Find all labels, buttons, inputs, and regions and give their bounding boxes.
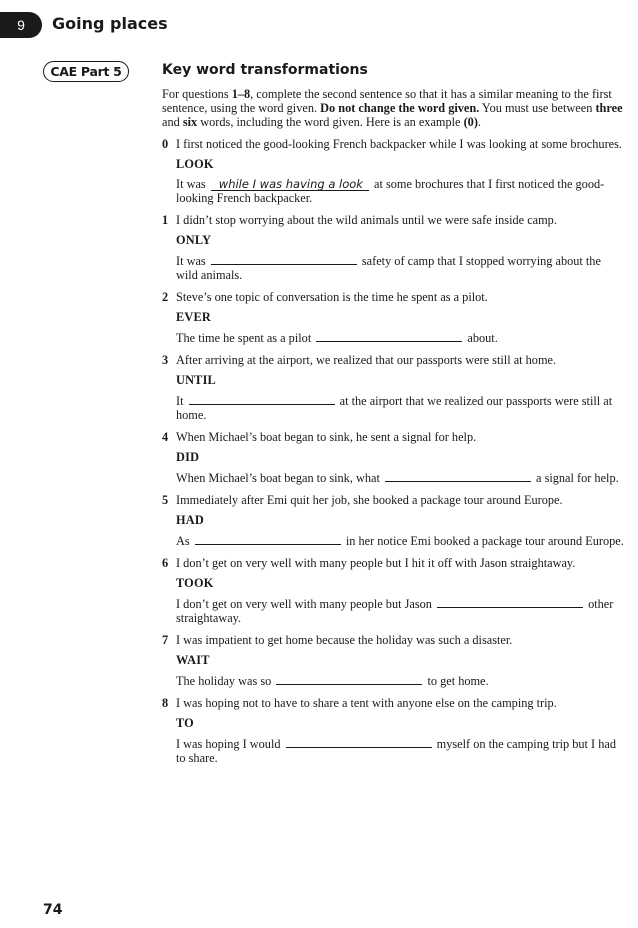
key-word: HAD: [176, 513, 204, 527]
answer-blank[interactable]: [195, 533, 341, 545]
question-sentence: When Michael’s boat began to sink, he sent a signal for help.: [176, 430, 477, 444]
answer-sentence: [176, 470, 624, 485]
question-sentence: I didn’t stop worrying about the wild animals until we were safe inside camp.: [176, 213, 557, 227]
answer-blank[interactable]: [189, 393, 335, 405]
answer-start: I don’t get on very well with many people but Jason: [176, 597, 432, 611]
question-4: [162, 430, 624, 485]
answer-end: safety of camp that I stopped worrying about the wild animals.: [176, 254, 601, 282]
instructions-example-ref: (0): [463, 115, 478, 129]
answer-start: The time he spent as a pilot: [176, 331, 312, 345]
answer-start: I was hoping I would: [176, 737, 281, 751]
answer-start: The holiday was so: [176, 674, 272, 688]
answer-blank[interactable]: [276, 673, 422, 685]
answer-sentence: [176, 673, 624, 688]
exercise-content: [162, 87, 624, 765]
answer-blank[interactable]: [286, 736, 432, 748]
exam-part-badge: [43, 61, 129, 82]
answer-blank[interactable]: [385, 470, 531, 482]
instructions: [162, 87, 624, 129]
example-answer: while I was having a look: [211, 178, 369, 191]
question-number: 7: [162, 633, 169, 647]
answer-sentence: [176, 393, 624, 422]
question-sentence: I was hoping not to have to share a tent with anyone else on the camping trip.: [176, 696, 557, 710]
question-5: [162, 493, 624, 548]
key-word: EVER: [176, 310, 211, 324]
question-sentence: I was impatient to get home because the holiday was such a disaster.: [176, 633, 513, 647]
question-sentence: I first noticed the good-looking French backpacker while I was looking at some brochures.: [176, 137, 622, 151]
question-6: [162, 556, 624, 625]
instructions-min-words: three: [595, 101, 623, 115]
instructions-text: .: [477, 115, 481, 129]
unit-number-tab: [0, 12, 42, 38]
answer-sentence: [176, 330, 624, 345]
answer-end: at some brochures that I first noticed the good-looking French backpacker.: [176, 177, 605, 205]
answer-sentence: [176, 596, 624, 625]
question-number: 8: [162, 696, 169, 710]
answer-start: When Michael’s boat began to sink, what: [176, 471, 380, 485]
key-word: TOOK: [176, 576, 214, 590]
key-word: LOOK: [176, 157, 214, 171]
key-word: UNTIL: [176, 373, 216, 387]
answer-blank[interactable]: [316, 330, 462, 342]
answer-start: It was: [176, 177, 206, 191]
instructions-text: and: [162, 115, 183, 129]
question-sentence: After arriving at the airport, we realized that our passports were still at home.: [176, 353, 557, 367]
question-number: 5: [162, 493, 169, 507]
answer-end: other straightaway.: [176, 597, 614, 625]
question-1: [162, 213, 624, 282]
answer-sentence: [176, 177, 624, 205]
question-number: 1: [162, 213, 169, 227]
question-number: 2: [162, 290, 169, 304]
answer-start: It was: [176, 254, 206, 268]
instructions-text: You must use between: [479, 101, 596, 115]
question-sentence: Steve’s one topic of conversation is the time he spent as a pilot.: [176, 290, 488, 304]
unit-number: 9: [17, 17, 25, 33]
key-word: TO: [176, 716, 194, 730]
answer-start: As: [176, 534, 190, 548]
question-sentence: Immediately after Emi quit her job, she booked a package tour around Europe.: [176, 493, 563, 507]
instructions-max-words: six: [182, 115, 198, 129]
instructions-text: words, including the word given. Here is an example: [197, 115, 464, 129]
question-number: 0: [162, 137, 169, 151]
question-2: [162, 290, 624, 345]
instructions-range: 1–8: [231, 87, 251, 101]
section-title: Key word transformations: [162, 62, 368, 78]
answer-blank[interactable]: [211, 253, 357, 265]
question-8: [162, 696, 624, 765]
question-0: [162, 137, 624, 205]
unit-title: Going places: [52, 14, 168, 33]
instructions-text: , complete the second sentence so that it has a similar meaning to the first sentence, using the word given.: [162, 87, 612, 115]
question-3: [162, 353, 624, 422]
key-word: ONLY: [176, 233, 212, 247]
answer-sentence: [176, 253, 624, 282]
question-number: 3: [162, 353, 169, 367]
question-7: [162, 633, 624, 688]
answer-end: in her notice Emi booked a package tour around Europe.: [345, 534, 624, 548]
answer-end: to get home.: [427, 674, 489, 688]
answer-blank[interactable]: [437, 596, 583, 608]
answer-end: a signal for help.: [536, 471, 619, 485]
question-number: 4: [162, 430, 169, 444]
instructions-emphasis: Do not change the word given.: [320, 101, 480, 115]
answer-sentence: [176, 736, 624, 765]
answer-end: at the airport that we realized our passports were still at home.: [176, 394, 613, 422]
answer-end: about.: [467, 331, 498, 345]
exam-part-label: CAE Part 5: [50, 64, 122, 79]
answer-end: myself on the camping trip but I had to share.: [176, 737, 616, 765]
instructions-text: For questions: [162, 87, 232, 101]
key-word: WAIT: [176, 653, 210, 667]
answer-start: It: [176, 394, 184, 408]
page-number: 74: [43, 902, 63, 918]
question-number: 6: [162, 556, 169, 570]
key-word: DID: [176, 450, 200, 464]
answer-sentence: [176, 533, 624, 548]
question-sentence: I don’t get on very well with many people but I hit it off with Jason straightaway.: [176, 556, 576, 570]
